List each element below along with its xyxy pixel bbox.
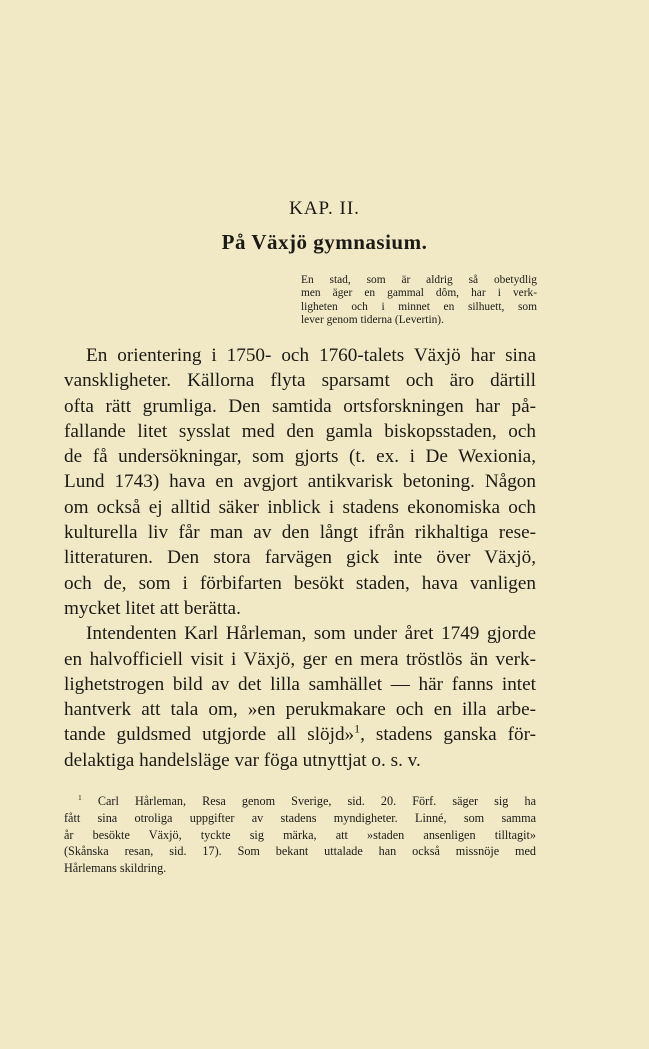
body-line: fallande litet sysslat med den gamla biskopsstaden, och (64, 420, 536, 442)
epigraph-line: men äger en gammal dôm, har i verk- (301, 287, 537, 300)
body-line: hantverk att tala om, »en perukmakare och en illa arbe- (64, 699, 536, 721)
body-line: kulturella liv får man av den långt ifrån rikhaltiga rese- (64, 522, 536, 544)
body-line: Lund 1743) hava en avgjort antikvarisk betoning. Någon (64, 471, 536, 493)
body-line: mycket litet att berätta. (64, 597, 241, 619)
body-line-part: tande guldsmed utgjorde all slöjd» (64, 724, 355, 746)
footnote-line: (Skånska resan, sid. 17). Som bekant uttalade han också missnöje med (64, 844, 536, 859)
footnote-line (64, 793, 536, 810)
body-line: vanskligheter. Källorna flyta sparsamt och äro därtill (64, 370, 536, 392)
footnote-marker: 1 (78, 792, 82, 802)
footnote-line: fått sina otroliga uppgifter av stadens myndigheter. Linné, som samma (64, 810, 536, 825)
body-line: litteraturen. Den stora farvägen gick inte över Växjö, (64, 547, 536, 569)
footnote-line: år besökte Växjö, tyckte sig märka, att »staden ansenligen tilltagit» (64, 827, 536, 842)
epigraph (301, 274, 537, 328)
chapter-heading: KAP. II. (289, 198, 360, 219)
body-line: delaktiga handelsläge var föga utnyttjat o. s. v. (64, 749, 421, 771)
body-line: En orientering i 1750- och 1760-talets Växjö har sina (86, 345, 536, 366)
epigraph-line: En stad, som är aldrig så obetydlig (301, 274, 537, 286)
body-line: Intendenten Karl Hårleman, som under året 1749 gjorde (86, 623, 536, 645)
body-line: ofta rätt grumliga. Den samtida ortsforskningen har på- (64, 395, 536, 417)
body-line (64, 722, 536, 747)
footnote-line: Hårlemans skildring. (64, 861, 167, 876)
body-line-part: , stadens ganska för- (360, 724, 536, 746)
body-line: om också ej alltid säker inblick i stadens ekonomiska och (64, 496, 536, 518)
epigraph-line: ligheten och i minnet en silhuett, som (301, 300, 537, 313)
epigraph-line: lever genom tiderna (Levertin). (301, 314, 444, 327)
body-line: lighetstrogen bild av det lilla samhället — här fanns intet (64, 673, 536, 695)
body-line: en halvofficiell visit i Växjö, ger en mera tröstlös än verk- (64, 648, 536, 670)
body-text (64, 343, 536, 773)
footnote-text: Carl Hårleman, Resa genom Sverige, sid. 20. Förf. säger sig ha (97, 794, 536, 808)
footnote-reference: 1 (354, 722, 361, 737)
body-line: de få undersökningar, som gjorts (t. ex. i De Wexionia, (64, 446, 536, 468)
body-line: och de, som i förbifarten besökt staden, hava vanligen (64, 572, 536, 594)
chapter-title: På Växjö gymnasium. (221, 230, 428, 254)
footnotes (64, 793, 536, 877)
